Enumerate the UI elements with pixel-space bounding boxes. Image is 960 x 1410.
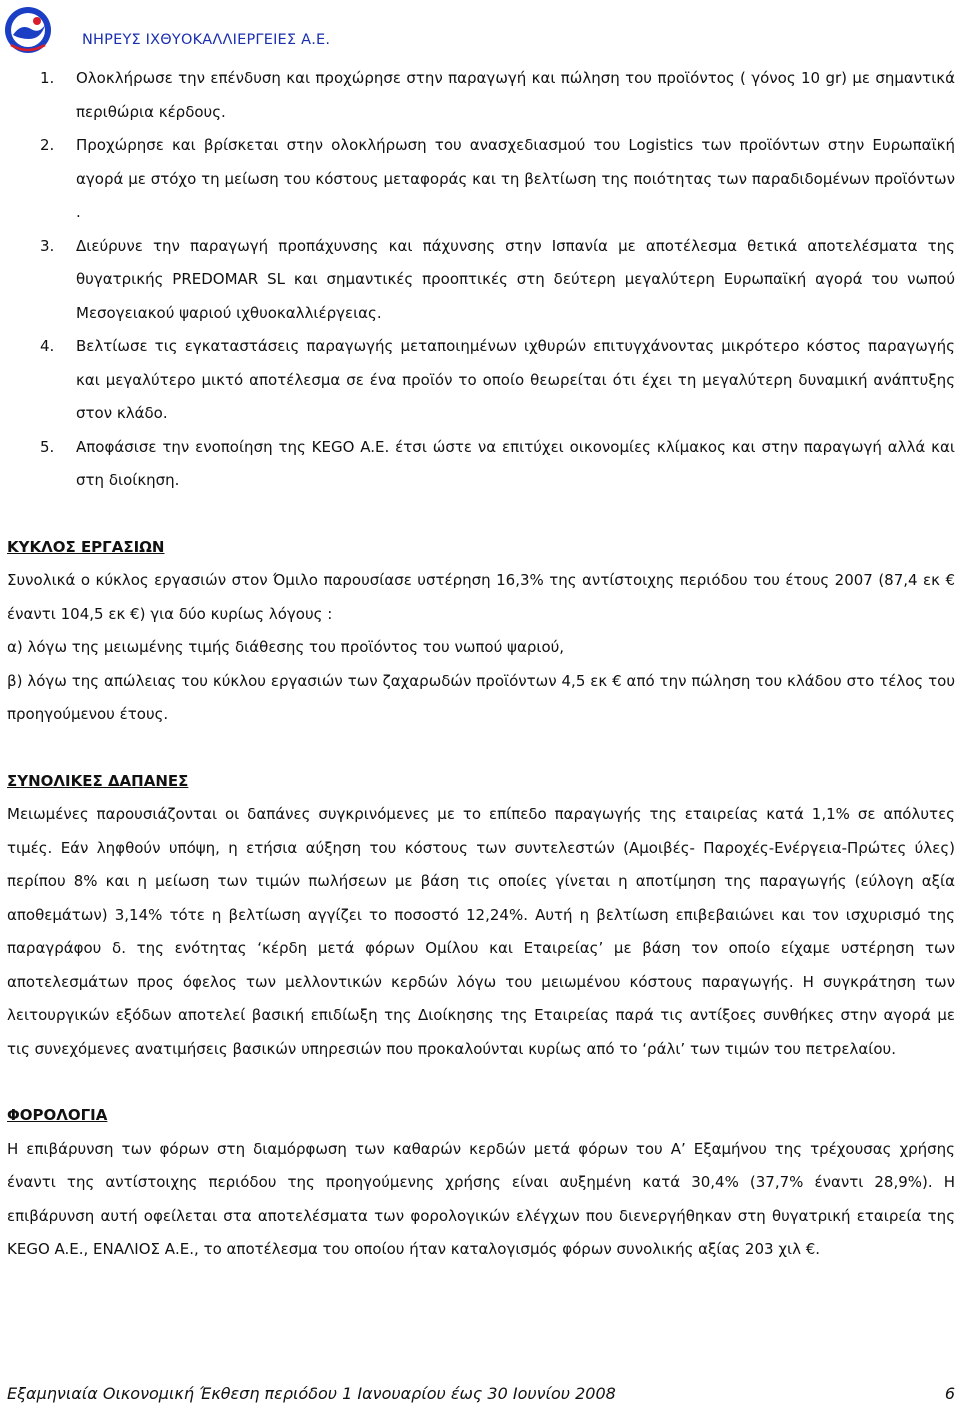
document-body: [7, 62, 955, 1267]
company-name: ΝΗΡΕΥΣ ΙΧΘΥΟΚΑΛΛΙΕΡΓΕΙΕΣ Α.Ε.: [82, 32, 331, 48]
list-number: 3.: [40, 236, 55, 255]
paragraph: Η επιβάρυνση των φόρων στη διαμόρφωση των καθαρών κερδών μετά φόρων του Α’ Εξαμήνου της τρέχουσας χρήσης έναντι της αντίστοιχης περιόδου της προηγούμενης χρήσης είναι αυξημένη κατά 30,4% (37,7% έναντι 28,9%). Η επιβάρυνση αυτή οφείλεται στα αποτελέσματα των φορολογικών ελέγχων που διενεργήθηκαν στη θυγατρική εταιρεία της KEGO A.E., ΕΝΑΛΙΟΣ Α.Ε., το αποτέλεσμα του οποίου ήταν καταλογισμός φόρων συνολικής αξίας 203 χιλ €.: [7, 1139, 955, 1258]
list-text: Διεύρυνε την παραγωγή προπάχυνσης και πάχυνσης στην Ισπανία με αποτέλεσμα θετικά αποτελέσματα της θυγατρικής PREDOMAR SL και σημαντικές προοπτικές στη δεύτερη μεγαλύτερη Ευρωπαϊκή αγορά του νωπού Μεσογειακού ψαριού ιχθυοκαλλιέργειας.: [76, 236, 955, 322]
list-text: Ολοκλήρωσε την επένδυση και προχώρησε στην παραγωγή και πώληση του προϊόντος ( γόνος 10 gr) με σημαντικά περιθώρια κέρδους.: [76, 69, 955, 121]
footer-title: Εξαμηνιαία Οικονομική Έκθεση περιόδου 1 Ιανουαρίου έως 30 Ιουνίου 2008: [7, 1384, 616, 1403]
nireus-logo-icon: [3, 5, 53, 55]
paragraph: Μειωμένες παρουσιάζονται οι δαπάνες συγκρινόμενες με το επίπεδο παραγωγής της εταιρείας κατά 1,1% σε απόλυτες τιμές. Εάν ληφθούν υπόψη, η ετήσια αύξηση του κόστους των συντελεστών (Αμοιβές- Παροχές-Ενέργεια-Πρώτες ύλες) περίπου 8% και η μείωση των τιμών πωλήσεων με βάση τις οποίες γίνεται η αποτίμηση της παραγωγής (εύλογη αξία αποθεμάτων) 3,14% τότε η βελτίωση αγγίζει το ποσοστό 12,24%. Αυτή η βελτίωση επιβεβαιώνει και τον ισχυρισμό της παραγράφου δ. της ενότητας ‘κέρδη μετά φόρων Ομίλου και Εταιρείας’ με βάση τον οποίο είχαμε υστέρηση των αποτελεσμάτων προς όφελος των μελλοντικών κερδών λόγω του μειωμένου κόστους παραγωγής. Η συγκράτηση των λειτουργικών εξόδων αποτελεί βασική επιδίωξη της Διοίκησης της Εταιρείας παρά τις αντίξοες συνθήκες στην αγορά με τις συνεχόμενες ανατιμήσεις βασικών υπηρεσιών που προκαλούνται κυρίως από το ‘ράλι’ των τιμών του πετρελαίου.: [7, 805, 955, 1058]
list-number: 5.: [40, 437, 55, 456]
section-heading-expenses: ΣΥΝΟΛΙΚΕΣ ΔΑΠΑΝΕΣ: [7, 771, 189, 790]
section-heading-taxation: ΦΟΡΟΛΟΓΙΑ: [7, 1106, 108, 1124]
list-number: 1.: [40, 69, 55, 87]
list-number: 2.: [40, 136, 55, 154]
paragraph: β) λόγω της απώλειας του κύκλου εργασιών των ζαχαρωδών προϊόντων 4,5 εκ € από την πώληση του κλάδου στο τέλος του προηγούμενου έτους.: [7, 671, 955, 723]
list-item: [7, 431, 955, 498]
section-heading-revenue: ΚΥΚΛΟΣ ΕΡΓΑΣΙΩΝ: [7, 537, 165, 556]
page-footer: [7, 1384, 955, 1403]
list-text: Προχώρησε και βρίσκεται στην ολοκλήρωση του ανασχεδιασμού του Logistics των προϊόντων στην Ευρωπαϊκή αγορά με στόχο τη μείωση του κόστους μεταφοράς και τη βελτίωση της ποιότητας των παραδιδομένων προϊόντων .: [76, 136, 955, 221]
page-header: [0, 0, 960, 60]
paragraph: α) λόγω της μειωμένης τιμής διάθεσης του προϊόντος του νωπού ψαριού,: [7, 638, 565, 656]
list-text: Αποφάσισε την ενοποίηση της KEGO A.E. έτσι ώστε να επιτύχει οικονομίες κλίμακος και στην παραγωγή αλλά και στη διοίκηση.: [76, 437, 955, 489]
list-number: 4.: [40, 337, 55, 355]
list-item: [7, 62, 955, 129]
page-number: 6: [944, 1384, 955, 1403]
list-item: [7, 129, 955, 230]
list-item: [7, 330, 955, 431]
list-item: [7, 230, 955, 331]
paragraph: Συνολικά ο κύκλος εργασιών στον Όμιλο παρουσίασε υστέρηση 16,3% της αντίστοιχης περιόδου του έτους 2007 (87,4 εκ € έναντι 104,5 εκ €) για δύο κυρίως λόγους :: [7, 571, 955, 623]
list-text: Βελτίωσε τις εγκαταστάσεις παραγωγής μεταποιημένων ιχθυρών επιτυγχάνοντας μικρότερο κόστος παραγωγής και μεγαλύτερο μικτό αποτέλεσμα σε ένα προϊόν το οποίο θεωρείται ότι έχει τη μεγαλύτερη δυναμική ανάπτυξης στον κλάδο.: [76, 337, 955, 422]
